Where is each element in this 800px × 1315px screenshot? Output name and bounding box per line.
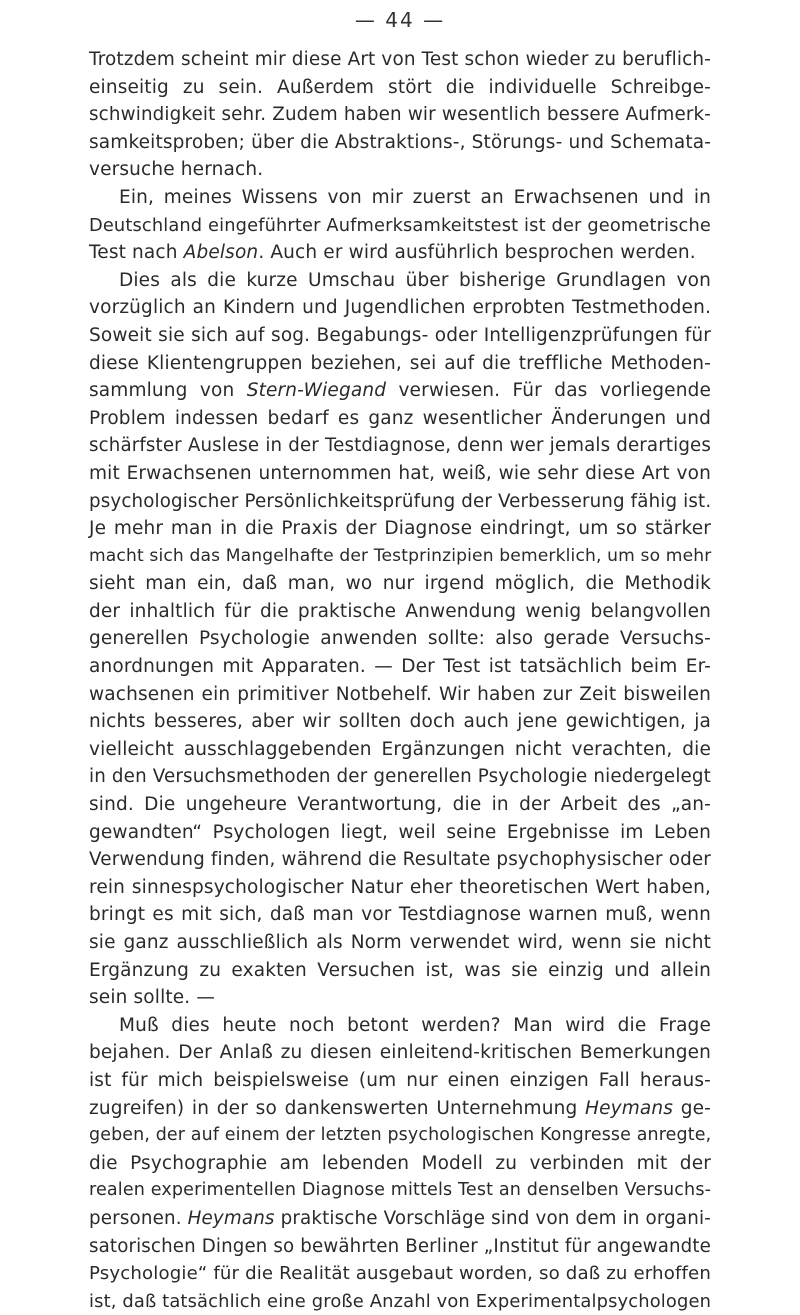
text-line: mit Erwachsenen unternommen hat, weiß, wie sehr diese Art von [89, 462, 711, 484]
text-line: samkeitsproben; über die Abstraktions-, Störungs- und Schemata- [89, 131, 712, 153]
emphasized-name: Abelson [183, 242, 259, 264]
text-line: ist, daß tatsächlich eine große Anzahl von Experimentalpsychologen [89, 1290, 712, 1312]
text-line: einseitig zu sein. Außerdem stört die individuelle Schreibge- [89, 76, 711, 98]
text-line: generellen Psychologie anwenden sollte: also gerade Versuchs- [89, 628, 711, 650]
text-line: Soweit sie sich auf sog. Begabungs- oder Intelligenzprüfungen für [89, 324, 711, 346]
text-line: vielleicht ausschlaggebenden Ergänzungen nicht verachten, die [89, 738, 711, 760]
text-line: sind. Die ungeheure Verantwortung, die in der Arbeit des „an- [89, 794, 711, 816]
text-line: realen experimentellen Diagnose mittels Test an denselben Versuchs- [89, 1180, 712, 1201]
text-line: geben, der auf einem der letzten psychologischen Kongresse anregte, [89, 1125, 712, 1146]
text-line: vorzüglich an Kindern und Jugendlichen erprobten Testmethoden. [89, 297, 711, 319]
text-line: psychologischer Persönlichkeitsprüfung der Verbesserung fähig ist. [89, 490, 712, 512]
page-number: — 44 — [354, 8, 446, 32]
text-line: schärfster Auslese in der Testdiagnose, denn wer jemals derartiges [89, 435, 711, 457]
text-line: bringt es mit sich, daß man vor Testdiagnose warnen muß, wenn [89, 904, 711, 926]
text-line: Dies als die kurze Umschau über bisherige Grundlagen von [119, 269, 711, 291]
text-line: personen. Heymans praktische Vorschläge sind von dem in organi- [89, 1207, 711, 1229]
text-line: Psychologie“ für die Realität ausgebaut worden, so daß zu erhoffen [89, 1263, 711, 1285]
text-line: bejahen. Der Anlaß zu diesen einleitend-kritischen Bemerkungen [89, 1042, 711, 1064]
text-line: schwindigkeit sehr. Zudem haben wir wesentlich bessere Aufmerk- [89, 104, 711, 126]
text-line: sein sollte. — [89, 987, 215, 1009]
text-line: Ein, meines Wissens von mir zuerst an Erwachsenen und in [119, 186, 711, 208]
text-line: die Psychographie am lebenden Modell zu verbinden mit der [89, 1152, 711, 1174]
text-line: diese Klientengruppen beziehen, sei auf die treffliche Methoden- [89, 352, 711, 374]
text-line: der inhaltlich für die praktische Anwendung wenig belangvollen [89, 600, 711, 622]
text-line: Trotzdem scheint mir diese Art von Test schon wieder zu beruflich- [89, 49, 712, 70]
text-line: Ergänzung zu exakten Versuchen ist, was sie einzig und allein [89, 959, 711, 981]
text-line: zugreifen) in der so dankenswerten Unternehmung Heymans ge- [89, 1097, 712, 1119]
body-text [89, 46, 711, 1315]
text-line: versuche hernach. [89, 159, 264, 181]
text-line: wachsenen ein primitiver Notbehelf. Wir haben zur Zeit bisweilen [89, 683, 711, 705]
text-line: Test nach Abelson. Auch er wird ausführlich besprochen werden. [89, 242, 696, 264]
emphasized-name: Heymans [585, 1097, 674, 1119]
text-line: Problem indessen bedarf es ganz wesentlicher Änderungen und [89, 407, 711, 429]
text-line: macht sich das Mangelhafte der Testprinzipien bemerklich, um so mehr [89, 545, 712, 566]
emphasized-name: Stern-Wiegand [246, 380, 387, 402]
text-line: anordnungen mit Apparaten. — Der Test ist tatsächlich beim Er- [89, 656, 711, 678]
text-line: ist für mich beispielsweise (um nur einen einzigen Fall heraus- [89, 1069, 711, 1091]
emphasized-name: Heymans [187, 1207, 275, 1229]
text-line: Verwendung finden, während die Resultate psychophysischer oder [89, 849, 711, 871]
text-line: sammlung von Stern-Wiegand verwiesen. Für das vorliegende [89, 380, 711, 402]
text-line: nichts besseres, aber wir sollten doch auch jene gewichtigen, ja [89, 711, 711, 733]
text-line: Je mehr man in die Praxis der Diagnose eindringt, um so stärker [89, 518, 711, 540]
text-line: Deutschland eingeführter Aufmerksamkeitstest ist der geometrische [89, 214, 711, 236]
text-line: satorischen Dingen so bewährten Berliner „Institut für angewandte [89, 1235, 711, 1257]
text-line: sieht man ein, daß man, wo nur irgend möglich, die Methodik [89, 573, 711, 595]
text-line: gewandten“ Psychologen liegt, weil seine Ergebnisse im Leben [89, 821, 711, 843]
text-line: Muß dies heute noch betont werden? Man wird die Frage [119, 1014, 711, 1036]
text-line: in den Versuchsmethoden der generellen Psychologie niedergelegt [89, 766, 711, 788]
text-line: sie ganz ausschließlich als Norm verwendet wird, wenn sie nicht [89, 932, 711, 953]
text-line: rein sinnespsychologischer Natur eher theoretischen Wert haben, [89, 876, 711, 898]
